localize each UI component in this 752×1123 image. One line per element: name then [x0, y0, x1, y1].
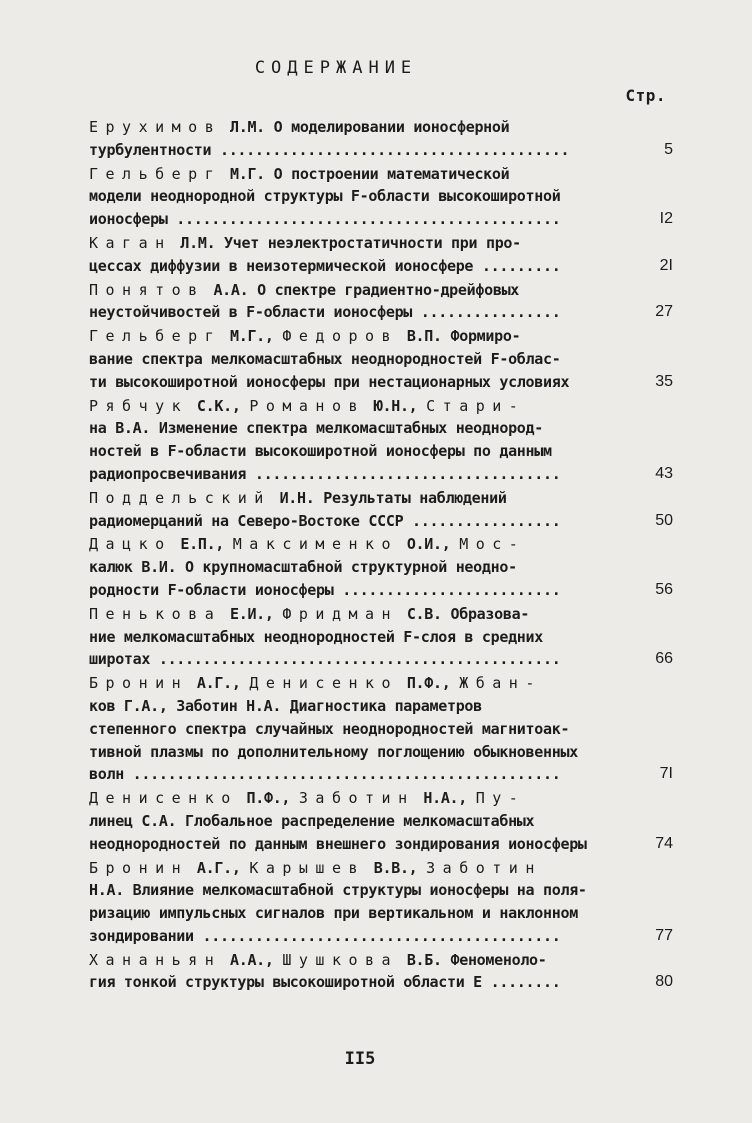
toc-entry-line: родности F-области ионосферы .........................	[89, 580, 561, 599]
toc-entry-line: ние мелкомасштабных неоднородностей F-слоя в средних	[89, 627, 544, 646]
toc-entry	[89, 787, 673, 855]
toc-entry-line: турбулентности ........................................	[89, 140, 570, 159]
toc-entry-line: неоднородностей по данным внешнего зондирования ионосферы	[89, 834, 587, 853]
toc-page-number: 7I	[659, 765, 673, 783]
toc-entry-line: Н.А. Влияние мелкомасштабной структуры ионосферы на поля-	[89, 881, 587, 900]
toc-entry-first-line: Каган Л.М. Учет неэлектростатичности при про-	[89, 233, 521, 252]
contents-list	[89, 116, 673, 995]
toc-entry-line: гия тонкой структуры высокоширотной области Е ........	[89, 973, 561, 992]
toc-entry	[89, 949, 673, 995]
toc-page-number: 43	[655, 464, 673, 482]
toc-entry-first-line: Поддельский И.Н. Результаты наблюдений	[89, 488, 507, 507]
toc-entry	[89, 325, 673, 393]
page-column-header: Стр.	[625, 86, 666, 105]
toc-entry-first-line: Рябчук С.К., Романов Ю.Н., Стари-	[89, 396, 526, 415]
toc-entry-line: волн .................................................	[89, 765, 561, 784]
toc-entry-line: вание спектра мелкомасштабных неоднородностей F-облас-	[89, 349, 561, 368]
toc-page-number: I2	[659, 210, 673, 228]
toc-entry	[89, 857, 673, 948]
toc-entry	[89, 163, 673, 231]
toc-entry-first-line: Бронин А.Г., Денисенко П.Ф., Жбан-	[89, 674, 542, 693]
toc-page-number: 50	[655, 511, 673, 529]
toc-page-number: 77	[655, 926, 673, 944]
toc-page-number: 27	[655, 303, 673, 321]
toc-page-number: 35	[655, 372, 673, 390]
toc-entry-first-line: Хананьян А.А., Шушкова В.Б. Феноменоло-	[89, 950, 547, 969]
toc-entry-first-line: Пенькова Е.И., Фридман С.В. Образова-	[89, 604, 530, 623]
toc-page-number: 74	[655, 834, 673, 852]
toc-page-number: 5	[664, 140, 673, 158]
toc-entry-line: зондировании .........................................	[89, 926, 561, 945]
toc-entry-line: калюк В.И. О крупномасштабной структурной неодно-	[89, 558, 517, 577]
toc-entry	[89, 116, 673, 162]
toc-entry-line: ностей в F-области высокоширотной ионосферы по данным	[89, 442, 552, 461]
toc-entry-first-line: Дацко Е.П., Максименко О.И., Мос-	[89, 535, 526, 554]
toc-entry	[89, 603, 673, 671]
toc-entry-line: ков Г.А., Заботин Н.А. Диагностика параметров	[89, 696, 482, 715]
toc-entry-line: ионосферы ............................................	[89, 210, 561, 229]
toc-entry-first-line: Ерухимов Л.М. О моделировании ионосферной	[89, 118, 510, 136]
toc-entry-line: ти высокоширотной ионосферы при нестационарных условиях	[89, 372, 570, 391]
toc-entry-line: радиомерцаний на Северо-Востоке СССР .................	[89, 511, 561, 530]
toc-page-number: 66	[655, 650, 673, 668]
toc-entry-first-line: Денисенко П.Ф., Заботин Н.А., Пу-	[89, 789, 526, 808]
toc-entry-line: на В.А. Изменение спектра мелкомасштабных неоднород-	[89, 419, 544, 438]
toc-entry-line: неустойчивостей в F-области ионосферы ................	[89, 303, 561, 322]
toc-entry-line: широтах ..............................................	[89, 650, 561, 669]
toc-page-number: 80	[655, 973, 673, 991]
page-folio: II5	[344, 1049, 376, 1069]
toc-page-number: 2I	[659, 256, 673, 274]
toc-entry	[89, 232, 673, 278]
toc-entry-first-line: Гельберг М.Г. О построении математической	[89, 164, 510, 183]
toc-entry-line: тивной плазмы по дополнительному поглощению обыкновенных	[89, 742, 578, 761]
toc-entry	[89, 672, 673, 786]
toc-entry-line: линец С.А. Глобальное распределение мелкомасштабных	[89, 811, 535, 830]
toc-entry-line: ризацию импульсных сигналов при вертикальном и наклонном	[89, 904, 578, 923]
toc-entry	[89, 487, 673, 533]
toc-entry-first-line: Понятов А.А. О спектре градиентно-дрейфовых	[89, 280, 520, 299]
toc-entry-first-line: Гельберг М.Г., Федоров В.П. Формиро-	[89, 327, 521, 346]
toc-entry-line: радиопросвечивания ...................................	[89, 464, 561, 483]
toc-entry-line: модели неоднородной структуры F-области высокоширотной	[89, 187, 561, 206]
toc-entry-first-line: Бронин А.Г., Карышев В.В., Заботин	[89, 858, 542, 877]
toc-entry	[89, 533, 673, 601]
toc-entry	[89, 279, 673, 325]
toc-entry-line: цессах диффузии в неизотермической ионосфере .........	[89, 256, 561, 275]
page-title: СОДЕРЖАНИЕ	[254, 58, 418, 78]
toc-entry	[89, 395, 673, 486]
toc-page-number: 56	[655, 580, 673, 598]
toc-entry-line: степенного спектра случайных неоднородностей магнитоак-	[89, 719, 570, 738]
